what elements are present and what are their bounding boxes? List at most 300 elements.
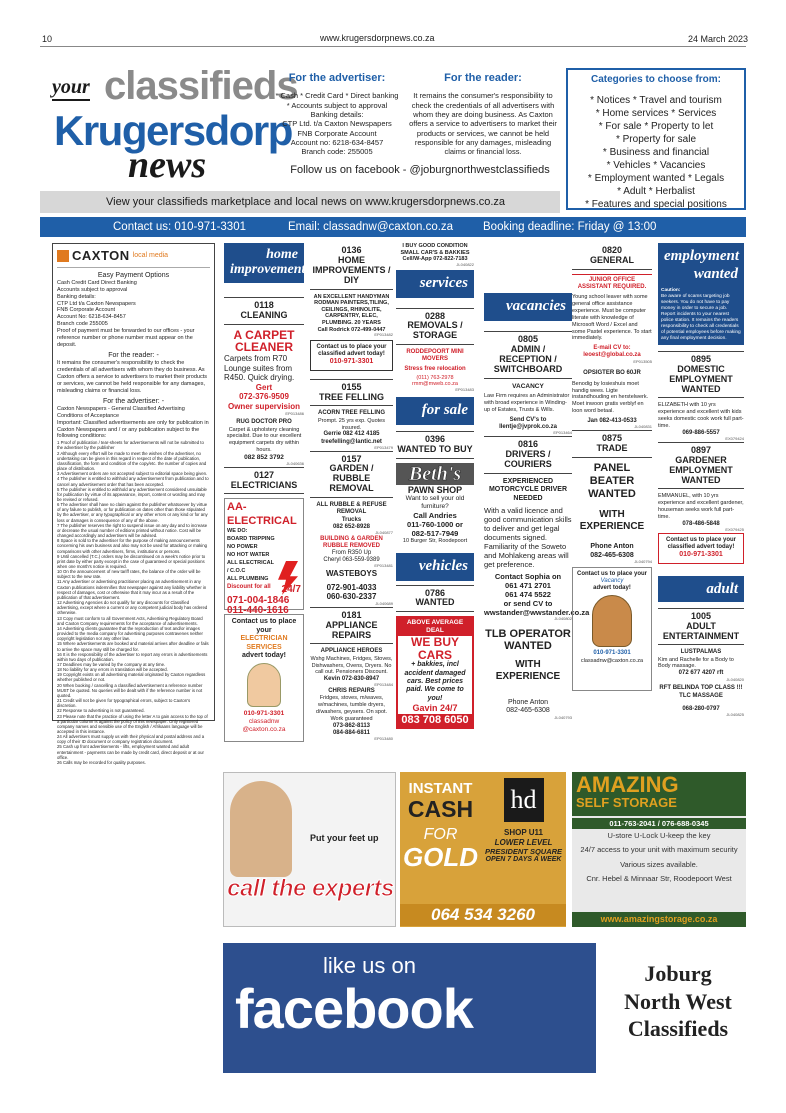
cat-name: APPLIANCE REPAIRS: [325, 619, 378, 640]
junior-title: JUNIOR OFFICE ASSISTANT REQUIRED.: [572, 274, 652, 291]
brand-krugersdorp: Krugersdorp: [54, 107, 292, 154]
building-rubble-ad: [310, 536, 393, 570]
category-line: * Business and financial: [602, 147, 710, 158]
moto-contact: Contact Sophia on: [494, 572, 562, 581]
place-vacancy-box: [572, 567, 652, 691]
cat-name: HOME IMPROVEMENTS / DIY: [312, 254, 391, 285]
brand-news: news: [128, 144, 207, 186]
pawn-phone-2[interactable]: 082-517-7949: [411, 528, 459, 538]
cat-code: 0136: [341, 245, 362, 255]
cat-garden-rubble: [310, 451, 393, 499]
cat-name: GENERAL: [589, 254, 634, 265]
amazing-storage-ad: [572, 772, 746, 927]
panel-title: PANEL BEATER WANTED: [588, 461, 636, 501]
condition-item: 14 Advertising clients guarantee that the reproduction of text and/or images provided to the media company for advertising purposes contravenes neither copyright legislation nor any other law.: [57, 625, 203, 642]
chris-repairs-ad: [310, 688, 393, 742]
place-text: Contact us to place your classified advert today!: [665, 536, 736, 551]
column-home-improvements: [224, 243, 311, 833]
conditions-list: [57, 440, 210, 765]
storage-web[interactable]: www.amazingstorage.co.za: [572, 912, 746, 927]
junior-cv[interactable]: E-mail CV to: leoest@global.co.za: [583, 345, 641, 359]
condition-item: 10 On the announcement of new tariff rates, the balance of the order will be subject to the new rate.: [57, 569, 201, 580]
adult-banner: adult: [658, 576, 744, 602]
cat-code: 1005: [690, 610, 712, 621]
aa-item: ALL PLUMBING: [227, 575, 269, 582]
cat-name: DRIVERS / COURIERS: [504, 449, 552, 469]
place-text: Contact us to place your classified advert today!: [316, 343, 387, 358]
chris-phone-2[interactable]: 084-884-6811: [332, 730, 371, 737]
pawn-call: Call Andries: [413, 510, 457, 520]
call-experts-text: call the experts: [227, 875, 394, 902]
storage-phone[interactable]: 011-763-2041 / 076-688-0345: [572, 818, 746, 829]
caxton-conditions: [52, 243, 215, 765]
avg-title: ABOVE AVERAGE DEAL: [398, 618, 472, 636]
hd-square: PRESIDENT SQUARE: [484, 847, 563, 857]
vacancy-send[interactable]: Send CV's to llentje@jvprok.co.za: [499, 416, 557, 431]
cat-general: [572, 243, 652, 270]
condition-item: 19 Copyright exists on all advertising material originated by Caxton regardless whether published or not.: [57, 672, 206, 683]
acorn-ad: [310, 410, 393, 450]
condition-item: 4 The publisher is entitled to withhold any advertisement from publication and to cancel any advertisement order that has been accepted.: [57, 476, 209, 487]
cat-code: 0786: [424, 587, 446, 598]
vacancies-banner: vacancies: [484, 293, 572, 321]
instant-text: INSTANT: [408, 780, 473, 797]
handyman-text: AN EXCELLENT HANDYMAN RODMAN PAINTERS,TILING, CEILINGS, RHINOLITE, CARPENTRY, ELEC, PLUMBING. 20 YEARS: [313, 293, 390, 326]
vehicles-banner: vehicles: [396, 553, 474, 581]
wasteboys-ad: [310, 569, 393, 607]
building-title: BUILDING & GARDEN RUBBLE REMOVED: [320, 535, 383, 549]
moto-text: With a valid licence and good communication skills to deliver and get legal documents signed. Familiarity of the Soweto and Mohlakeng areas will get preference.: [484, 506, 572, 569]
cat-home-diy: [310, 243, 393, 290]
ref-code: JL040820: [726, 676, 744, 682]
issue-date: 24 March 2023: [688, 34, 749, 44]
cat-code: 0875: [601, 433, 623, 443]
ref-code: EP013505: [633, 358, 652, 364]
cat-code: 0895: [690, 353, 712, 364]
reader-text: It remains the consumer's responsibility to check the credentials of all advertisers with whom they are doing business. As Caxton offers a service to advertisers to market their products or services, we cannot be held responsible for any damages, misleading claims or financial loss.: [409, 91, 557, 157]
cat-adult: [658, 608, 744, 646]
rood-title: RODDEPOORT MINI MOVERS: [406, 349, 464, 363]
ref-code: JL040831: [634, 424, 652, 430]
carpet-title: A CARPET CLEANER: [233, 327, 295, 355]
cat-name: ADULT ENTERTAINMENT: [662, 620, 740, 641]
place-phone[interactable]: 010-971-3301: [679, 551, 723, 559]
panel-experience: EXPERIENCE: [579, 521, 645, 533]
reader-title: For the reader:: [444, 72, 522, 84]
caution-box: [658, 285, 744, 345]
condition-item: 18 No liability for any errors in translation will be accepted.: [57, 667, 168, 673]
call-experts-ad: [223, 772, 396, 927]
aa-item: ALL ELECTRICAL / C.O.C: [227, 559, 274, 574]
cat-code: 0127: [253, 469, 275, 480]
acorn-text: Prompt. 25 yrs exp. Quotes insured.: [318, 417, 385, 431]
place-phone[interactable]: 010-971-3301: [329, 358, 374, 366]
advertiser-info: [272, 72, 402, 157]
category-line: * Home services * Services: [595, 108, 717, 119]
moto-title: EXPERIENCED MOTORCYCLE DRIVER NEEDED: [488, 477, 568, 502]
place-text: Contact us to place your: [576, 570, 647, 577]
cat-removals: [396, 308, 474, 346]
cat-wanted-to-buy: [396, 431, 474, 459]
we-buy-cars: WE BUY CARS: [411, 634, 459, 662]
tlb-phone[interactable]: 082-465-6308: [506, 707, 550, 715]
emmanuel-text: EMMANUEL, with 10 yrs experience and excellent gardener, houseman seeks work full part-time.: [658, 493, 744, 521]
jnw-classifieds: [610, 960, 746, 1043]
opsig-text: Benodig by losieshuis moet handig wees. Ligte instandhouding en herstelwerk. Moet inwoon gratis verblyf en loon word betaal.: [572, 380, 649, 415]
handyman-phone[interactable]: Call Rodrick 072-499-0447: [317, 326, 386, 333]
pay-line: Accounts subject to approval: [57, 286, 128, 293]
cat-gardener: [658, 442, 744, 490]
cat-name: CLEANING: [240, 309, 288, 320]
condition-item: 13 Copy must conform to all Government Acts, Advertising Regulatory Board and Caxton Company requirements for the acceptance of advertisements.: [57, 615, 203, 626]
pay-line: Proof of payment must be forwarded to our offices - your reference number or phone number must appear on the deposit.: [57, 328, 195, 348]
for-sale-banner: for sale: [396, 397, 474, 425]
ref-code: JL040877: [375, 529, 393, 535]
place-vacancy: Vacancy: [600, 578, 624, 585]
moto-phone-2[interactable]: 061 474 5522: [505, 590, 551, 599]
gavin-name: Gavin 24/7: [412, 703, 458, 714]
condition-item: 17 Deadlines may be varied by the company at any time.: [57, 661, 166, 667]
rubble-trucks: Trucks: [341, 516, 362, 523]
self-storage-text: SELF STORAGE: [576, 795, 677, 810]
category-line: * For sale * Property to let: [598, 121, 714, 132]
like-us-text: like us on: [323, 953, 416, 978]
cat-code: 0396: [424, 433, 446, 444]
banner-employment: employment: [664, 248, 739, 264]
ref-code: JL040822: [456, 261, 474, 267]
column-employment: [658, 243, 744, 753]
ref-code: EP013481: [374, 563, 393, 569]
carpet-phone[interactable]: 072-376-9509: [239, 392, 289, 402]
facebook-follow[interactable]: Follow us on facebook - @joburgnorthwestclassifieds: [290, 164, 550, 176]
wasteboys-phone-2[interactable]: 060-630-2337: [326, 592, 377, 602]
adv-sub-title: For the advertiser: -: [102, 397, 165, 405]
cat-name: GARDENER EMPLOYMENT WANTED: [669, 454, 733, 485]
caxton-logo-text: CAXTON: [72, 248, 130, 263]
caution-text: Be aware of scams targeting job seekers. You do not have to pay money in order to secure a job. Report incidents to your nearest police station. It remains the readers responsibility to check all credentials of potential employees before making any final employment decision.: [661, 293, 741, 341]
acorn-email[interactable]: treefelling@lantic.net: [321, 438, 382, 445]
pay-line: Banking details:: [57, 293, 96, 300]
cat-admin: [484, 331, 572, 379]
header-rule: [40, 46, 746, 47]
condition-item: 7 The publisher reserves the right to suspend issue on any day and to increase or decrease the usual number of editions printed without notice. Cost will be changed accordingly and advertisers will be advised.: [57, 522, 208, 539]
rug-doctor-ad: [224, 419, 304, 466]
vacancy-heading: VACANCY: [512, 382, 544, 390]
cat-tree-felling: [310, 379, 393, 407]
tlb-contact: Phone Anton: [507, 699, 549, 707]
categories-list: [572, 94, 740, 211]
caxton-logo-sub: local media: [132, 251, 169, 259]
hd-phone[interactable]: 064 534 3260: [400, 904, 566, 926]
opsig-title: OPSIGTER BO 60JR: [583, 370, 641, 377]
building-phone[interactable]: Cheryl 063-559-9389: [323, 557, 380, 564]
page-number: 10: [42, 34, 53, 44]
cat-name: WANTED: [415, 597, 455, 608]
place-advert: advert today!: [242, 651, 286, 659]
employment-wanted-banner: [658, 243, 744, 285]
condition-item: 20 When booking / cancelling a classified advertisement a reference number MUST be quoted. No queries will be dealt with if the reference number is not quoted.: [57, 682, 203, 698]
carpet-supervision: Owner supervision: [227, 401, 301, 411]
condition-item: 8 Space is sold to the advertiser for the purpose of making announcements concerning his own business and also may not be used for attacking or making comparisons with other advertisers, firms, institutions or persons.: [57, 538, 207, 554]
aa-phone-2[interactable]: 011-440-1616: [227, 605, 289, 617]
moto-phone-1[interactable]: 061 471 2701: [505, 581, 551, 590]
category-line: * Property for sale: [615, 134, 697, 145]
category-line: * Notices * Travel and tourism: [590, 95, 722, 106]
banner-wanted: wanted: [693, 266, 738, 282]
place-email-domain[interactable]: @caxton.co.za: [242, 725, 286, 733]
advertiser-line: * Cash * Credit Card * Direct banking: [275, 91, 399, 101]
cat-code: 0805: [517, 334, 539, 344]
ref-code: EX079425: [725, 527, 744, 533]
rug-text: Carpet & upholstery cleaning specialist. Due to our excellent equipment carpets dry within hours.: [226, 426, 302, 454]
ref-code: JL040793: [554, 714, 572, 720]
aa-item: WE DO:: [227, 527, 248, 534]
banner-improvements: improvements: [230, 262, 311, 277]
cat-wanted: [396, 585, 474, 613]
storage-lines: [572, 829, 746, 886]
place-classified-box: [658, 533, 744, 564]
cat-code: 0118: [254, 300, 274, 310]
wasteboys-title: WASTEBOYS: [325, 569, 378, 579]
carpet-name: Gert: [255, 382, 273, 392]
aa-item: BOARD TRIPPING: [227, 535, 275, 542]
gavin-phone[interactable]: 083 708 6050: [398, 714, 472, 727]
place-advert: advert today!: [593, 585, 631, 592]
caxton-logo: [57, 248, 210, 268]
rft-phone[interactable]: 068-280-0797: [682, 705, 720, 712]
column-services: [396, 243, 474, 788]
rood-phone[interactable]: (011) 763-2978: [416, 374, 454, 381]
panel-contact: Phone Anton: [590, 543, 634, 551]
condition-item: 23 Please note that the practice of using the letter A to gain access to the top of a particular column is against the policy of this newspaper. Only registered company names and sensible use of the English / Afrikaans language will be accepted in this instance.: [57, 713, 208, 735]
column-diy: [310, 243, 393, 803]
cat-name: ADMIN / RECEPTION / SWITCHBOARD: [493, 343, 563, 374]
put-feet-text: Put your feet up: [310, 833, 379, 843]
condition-item: 3 Advertisement orders are not accepted subject to editorial space being given.: [57, 471, 208, 477]
electrician-cartoon-icon: [247, 663, 281, 707]
emmanuel-phone[interactable]: 078-486-5848: [682, 520, 720, 527]
lust-title: LUSTPALMAS: [680, 649, 722, 656]
rug-title: RUG DOCTOR PRO: [236, 419, 292, 426]
cat-name: WANTED TO BUY: [397, 443, 473, 454]
ref-code: JL040825: [726, 711, 744, 717]
pay-line: Account No: 6218-634-8457: [57, 314, 126, 321]
chris-title: CHRIS REPAIRS: [328, 688, 375, 695]
place-email-name[interactable]: classadnw: [248, 718, 280, 726]
ref-code: JL040794: [634, 559, 652, 565]
place-email[interactable]: classadnw@caxton.co.za: [580, 657, 644, 664]
condition-item: 25 Cash up front advertisements - lifts, employment wanted and adult entertainment - payments can be made by credit card, direct deposit or at our office.: [57, 744, 204, 760]
ref-code: EP013483: [455, 387, 474, 392]
important-note: Important: Classified advertisements are only for publication in Caxton Newspapers and / or any publication subject to the following conditions:: [57, 419, 209, 440]
lust-phone[interactable]: 072 677 4207 rft: [678, 670, 724, 677]
advertiser-line: FNB Corporate Account: [297, 128, 377, 138]
condition-item: 12 Advertising Agencies do not qualify for any discounts for Classified advertising, except where a current or any competent judicial body has ordered otherwise.: [57, 600, 208, 616]
caution-title: Caution:: [661, 288, 681, 293]
vacancy-text: Law Firm requires an Administrator with broad experience in Winding-up of Estates, Trusts & Wills.: [484, 393, 570, 414]
banner-home: home: [266, 247, 298, 262]
cat-appliance-repairs: [310, 607, 393, 645]
ref-code: EP013464: [553, 430, 572, 436]
booking-deadline: Booking deadline: Friday @ 13:00: [483, 221, 657, 233]
marketplace-text[interactable]: View your classifieds marketplace and local news on www.krugersdorpnews.co.za: [106, 196, 506, 208]
cat-name: GARDEN / RUBBLE REMOVAL: [329, 463, 374, 494]
brand-classifieds: classifieds: [104, 64, 298, 108]
caxton-mark-icon: [57, 250, 69, 262]
chris-text: Fridges, stoves, m/waves, w/machines, tumble dryers, d/washers, geysers. On spot. Work guaranteed: [315, 695, 388, 723]
cat-trade: [572, 430, 652, 458]
chris-phone-1[interactable]: 073-862-8113: [332, 722, 371, 729]
buy-cars-phone[interactable]: Cell/W-App 072-822-7183: [402, 256, 468, 263]
pay-line: Branch code 255005: [57, 321, 108, 328]
advertiser-line: Account no: 6218-634-8457: [290, 138, 384, 148]
pay-title: Easy Payment Options: [97, 271, 170, 279]
cat-name: TRADE: [596, 442, 628, 453]
aa-phone-1[interactable]: 071-004-1846: [227, 594, 290, 606]
acorn-phone[interactable]: Gerrie 082 412 4185: [323, 431, 380, 438]
pay-lines: [57, 280, 210, 349]
reader-sub-title: For the reader: -: [108, 351, 159, 359]
gold-text: GOLD: [402, 842, 479, 873]
wasteboys-phone-1[interactable]: 072-901-4033: [326, 582, 377, 592]
place-classified-box: [310, 340, 393, 371]
appliance-heroes-ad: [310, 648, 393, 688]
storage-header: [572, 772, 746, 816]
app-title: APPLIANCE HEROES: [320, 648, 383, 655]
cat-name: ELECTRICIANS: [230, 479, 298, 490]
aa-247: 24/7: [281, 583, 301, 595]
site-url[interactable]: www.krugersdorpnews.co.za: [320, 33, 435, 43]
moto-email[interactable]: wwstander@wwstander.co.za: [484, 608, 590, 617]
cat-name: REMOVALS / STORAGE: [407, 320, 463, 341]
jnw-joburg: Joburg: [644, 961, 712, 986]
column-vacancies: [484, 243, 590, 743]
storage-line: 24/7 access to your unit with maximum security: [580, 845, 738, 855]
cat-code: 0157: [341, 453, 362, 464]
ref-code: JL040689: [375, 601, 393, 607]
pawn-text: Want to sell your old furniture?: [405, 495, 465, 511]
ref-code: JL040802: [554, 616, 572, 621]
advertiser-line: * Accounts subject to approval: [286, 100, 388, 110]
cat-domestic: [658, 351, 744, 399]
cat-code: 0816: [517, 439, 539, 450]
acorn-title: ACORN TREE FELLING: [318, 410, 385, 417]
place-phone[interactable]: 010-971-3301: [593, 650, 631, 657]
condition-item: 6 The advertiser shall have no claim against the publisher whatsoever by virtue of any failure to publish, or for publication on dates other than those stipulated by the advertiser, or any typographical or any other errors or any kind or for any loss or damages in consequence of any of the above.: [57, 502, 208, 523]
opsig-phone[interactable]: Jan 082-413-0533: [587, 418, 637, 425]
category-line: * Vehicles * Vacancies: [606, 160, 706, 171]
elizabeth-phone[interactable]: 069-886-5557: [682, 429, 720, 436]
carpet-text: Carpets from R70 Lounge suites from R450. Quick drying.: [224, 353, 295, 383]
services-banner: services: [396, 270, 474, 298]
tlb-experience: WITH EXPERIENCE: [495, 659, 561, 683]
reader-info: [408, 72, 558, 157]
rft-title: RFT BELINDA TOP CLASS !!! TLC MASSAGE: [659, 685, 743, 699]
panel-phone[interactable]: 082-465-6308: [590, 551, 634, 559]
place-electrician-ad: [224, 614, 304, 742]
condition-item: 26 Calls may be recorded for quality purposes.: [57, 759, 146, 765]
categories-box: [566, 68, 746, 210]
advertiser-lines: [272, 91, 402, 157]
pay-line: CTP Ltd t/a Caxton Newspapers: [57, 300, 136, 307]
ref-code: EP013480: [374, 736, 393, 742]
cat-name: DOMESTIC EMPLOYMENT WANTED: [669, 363, 733, 394]
condition-item: 11 Any advertiser or advertising practitioner placing an advertisement in any Caxton publications indemnifies that newspaper against any liability whether in respect of damages, cost or otherwise that it may incur as a result of the publication of that advertisement.: [57, 579, 207, 600]
place-electrician: ELECTRICIAN SERVICES: [240, 635, 288, 651]
category-line: * Features and special positions: [585, 199, 727, 210]
advertiser-line: Branch code: 255005: [301, 147, 373, 157]
aa-items: [227, 528, 275, 584]
aa-item: NO HOT WATER: [227, 551, 270, 558]
for-text: FOR: [423, 826, 458, 843]
condition-item: 2 Although every effort will be made to meet the wishes of the advertiser, no undertaking can be given in this regard in respect of the date of publication, classification, the form and condition of the copy/etc. the number of copies and place of distribution.: [57, 450, 207, 472]
aa-item: NO POWER: [227, 543, 258, 550]
condition-item: 9 Until cancelled (T.C.) orders may be discontinued on a week's notice prior to print date by either party except in the case of guaranteed or special positions when one month's notice is required.: [57, 553, 206, 570]
hd-open: OPEN 7 DAYS A WEEK: [485, 856, 562, 864]
cat-code: 0820: [601, 245, 623, 255]
storage-line: U-store U-Lock U-keep the key: [607, 831, 711, 840]
facebook-ad[interactable]: [223, 943, 596, 1073]
mascot-cartoon-icon: [592, 595, 632, 647]
condition-item: 5 The publisher is entitled to withhold any advertisement considered unsuitable for publication by virtue of its appearance, import, content or wording and may be revised or refused.: [57, 486, 207, 502]
contact-phone[interactable]: Contact us: 010-971-3301: [113, 221, 246, 233]
amazing-text: AMAZING: [576, 772, 679, 797]
condition-item: 22 Response to advertising is not guaranteed.: [57, 708, 145, 714]
app-phone[interactable]: Kevin 072-830-8947: [323, 676, 380, 683]
jnw-classifieds-word: Classifieds: [627, 1016, 729, 1041]
junior-text: Young school leaver with some general office assistance experience. Must be computer literate with knowledge of Microsoft Word / Excel and some Pastel experience. To start immediately.: [572, 294, 652, 342]
hd-shop: SHOP U11: [504, 828, 543, 837]
pawn-address: 10 Burger Str, Roodepoort: [402, 537, 468, 544]
panel-with: WITH: [599, 509, 625, 521]
person-photo-icon: [230, 781, 292, 877]
app-text: Wshg Machines, Fridges, Stoves, Dishwashers, Ovens, Dryers. No call out. Pensioners Discount.: [310, 655, 393, 676]
condition-item: 21 Credit will not be given for typographical errors, subject to Caxton's discretion.: [57, 698, 191, 709]
hd-lower: LOWER LEVEL: [494, 837, 553, 847]
jnw-north-west: North West: [624, 988, 732, 1014]
storage-line: Cnr. Hebel & Minnaar Str, Roodepoort West: [586, 873, 732, 883]
ref-code: EP013482: [374, 332, 393, 338]
roodepoort-movers-ad: [396, 349, 474, 393]
buy-cars-text: I BUY GOOD CONDITION SMALL CAR'S & BAKKIES: [400, 243, 470, 256]
building-price: From R350 Up: [331, 550, 372, 557]
condition-item: 24 All advertisers must supply us with their physical and postal address and a copy of their ID document or company registration document.: [57, 734, 205, 745]
ref-code: EX079424: [725, 436, 744, 442]
cat-drivers: [484, 436, 572, 474]
we-buy-cars-ad: [396, 616, 474, 729]
pay-line: FNB Corporate Account: [57, 307, 116, 314]
pawn-phone-1[interactable]: 011-760-1000 or: [407, 519, 463, 529]
aa-electrical-ad: [224, 498, 304, 617]
contact-email[interactable]: Email: classadnw@caxton.co.za: [288, 221, 454, 233]
rubble-title: ALL RUBBLE & REFUSE REMOVAL: [316, 502, 387, 516]
rug-phone[interactable]: 082 852 3792: [244, 454, 284, 462]
advertiser-title: For the advertiser:: [288, 72, 386, 84]
storage-line: Various sizes available.: [620, 859, 698, 869]
cat-name: TREE FELLING: [319, 391, 384, 402]
rood-email[interactable]: rmm@mweb.co.za: [412, 381, 458, 388]
tlb-title: TLB OPERATOR WANTED: [485, 627, 571, 653]
hd-logo-icon: hd: [504, 778, 544, 822]
condition-item: 15 Where advertisements are booked and material arrives after deadline or fails to arrive the space may still be charged for.: [57, 641, 209, 652]
pay-line: Cash Credit Card Direct Banking: [57, 279, 137, 286]
place-phone[interactable]: 010-971-3301: [243, 710, 285, 718]
home-improvements-banner: [224, 243, 311, 283]
rubble-phone[interactable]: 082 652-8928: [332, 523, 371, 530]
facebook-logo-text: facebook: [235, 977, 473, 1040]
advertiser-line: CTP Ltd. t/a Caxton Newspapers: [282, 119, 392, 129]
bakkies-text: + bakkies, incl accident damaged cars. Best prices paid. We come to you!: [404, 661, 466, 702]
